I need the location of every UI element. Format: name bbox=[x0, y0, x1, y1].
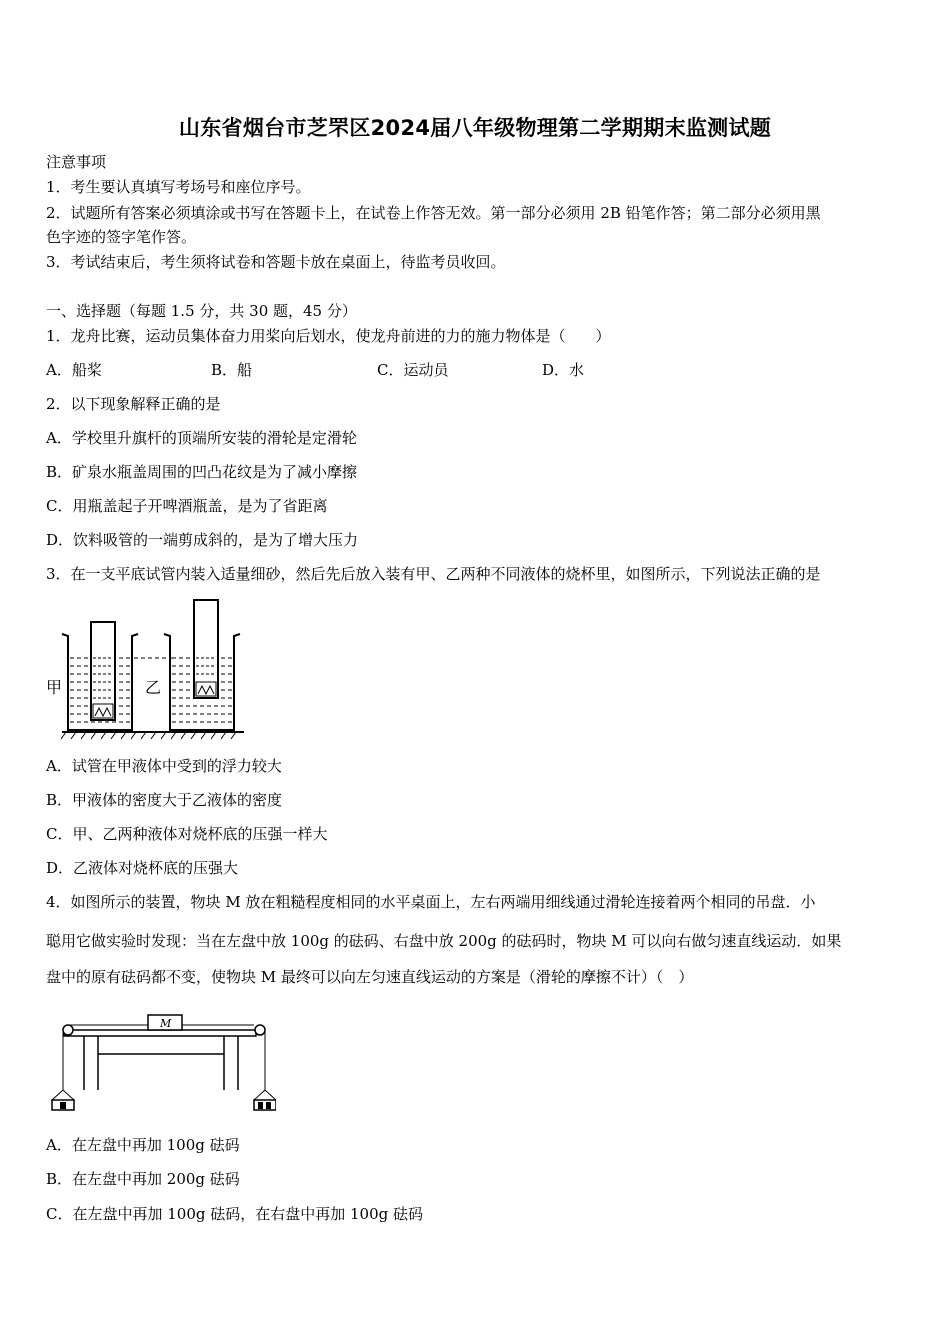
q3-option-d[interactable]: D．乙液体对烧杯底的压强大 bbox=[46, 859, 239, 877]
notice-heading: 注意事项 bbox=[46, 153, 107, 171]
question-4-stem-line-3: 盘中的原有砝码都不变，使物块 M 最终可以向左匀速直线运动的方案是（滑轮的摩擦不计）（ ） bbox=[46, 968, 694, 986]
q3-label-yi: 乙 bbox=[145, 678, 162, 697]
q3-option-a[interactable]: A．试管在甲液体中受到的浮力较大 bbox=[46, 757, 282, 775]
q2-option-d[interactable]: D．饮料吸管的一端剪成斜的，是为了增大压力 bbox=[46, 531, 359, 549]
notice-item: 3．考试结束后，考生须将试卷和答题卡放在桌面上，待监考员收回。 bbox=[46, 253, 506, 271]
q3-beakers-figure bbox=[44, 596, 254, 742]
q2-option-a[interactable]: A．学校里升旗杆的顶端所安装的滑轮是定滑轮 bbox=[46, 429, 357, 447]
section-heading: 一、选择题（每题 1.5 分，共 30 题，45 分） bbox=[46, 302, 357, 320]
q4-option-b[interactable]: B．在左盘中再加 200g 砝码 bbox=[46, 1170, 240, 1188]
q3-label-jia: 甲 bbox=[46, 678, 63, 697]
q4-option-c[interactable]: C．在左盘中再加 100g 砝码，在右盘中再加 100g 砝码 bbox=[46, 1205, 424, 1223]
notice-item: 1．考生要认真填写考场号和座位序号。 bbox=[46, 178, 311, 196]
q3-option-c[interactable]: C．甲、乙两种液体对烧杯底的压强一样大 bbox=[46, 825, 328, 843]
question-4-stem-line-1: 4．如图所示的装置，物块 M 放在粗糙程度相同的水平桌面上，左右两端用细线通过滑轮连接着两个相同的吊盘．小 bbox=[46, 893, 816, 911]
question-4-stem-line-2: 聪用它做实验时发现：当在左盘中放 100g 的砝码、右盘中放 200g 的砝码时，物块 M 可以向右做匀速直线运动．如果 bbox=[46, 932, 842, 950]
q1-option-b[interactable]: B．船 bbox=[211, 361, 253, 379]
q4-pulley-figure bbox=[44, 1012, 276, 1112]
q4-option-a[interactable]: A．在左盘中再加 100g 砝码 bbox=[46, 1136, 240, 1154]
q2-option-b[interactable]: B．矿泉水瓶盖周围的凹凸花纹是为了减小摩擦 bbox=[46, 463, 358, 481]
notice-item: 2．试题所有答案必须填涂或书写在答题卡上，在试卷上作答无效。第一部分必须用 2B 铅笔作答；第二部分必须用黑 bbox=[46, 204, 821, 222]
q4-block-label: M bbox=[160, 1017, 172, 1030]
question-2-stem: 2．以下现象解释正确的是 bbox=[46, 395, 221, 413]
question-1-stem: 1．龙舟比赛，运动员集体奋力用桨向后划水，使龙舟前进的力的施力物体是（ ） bbox=[46, 327, 611, 345]
q1-option-d[interactable]: D．水 bbox=[542, 361, 585, 379]
q1-option-a[interactable]: A．船桨 bbox=[46, 361, 102, 379]
notice-item: 色字迹的签字笔作答。 bbox=[46, 228, 197, 246]
question-3-stem: 3．在一支平底试管内装入适量细砂，然后先后放入装有甲、乙两种不同液体的烧杯里，如图所示，下列说法正确的是 bbox=[46, 565, 821, 583]
q3-option-b[interactable]: B．甲液体的密度大于乙液体的密度 bbox=[46, 791, 283, 809]
q2-option-c[interactable]: C．用瓶盖起子开啤酒瓶盖，是为了省距离 bbox=[46, 497, 328, 515]
page-title: 山东省烟台市芝罘区2024届八年级物理第二学期期末监测试题 bbox=[178, 116, 772, 140]
q1-option-c[interactable]: C．运动员 bbox=[377, 361, 449, 379]
